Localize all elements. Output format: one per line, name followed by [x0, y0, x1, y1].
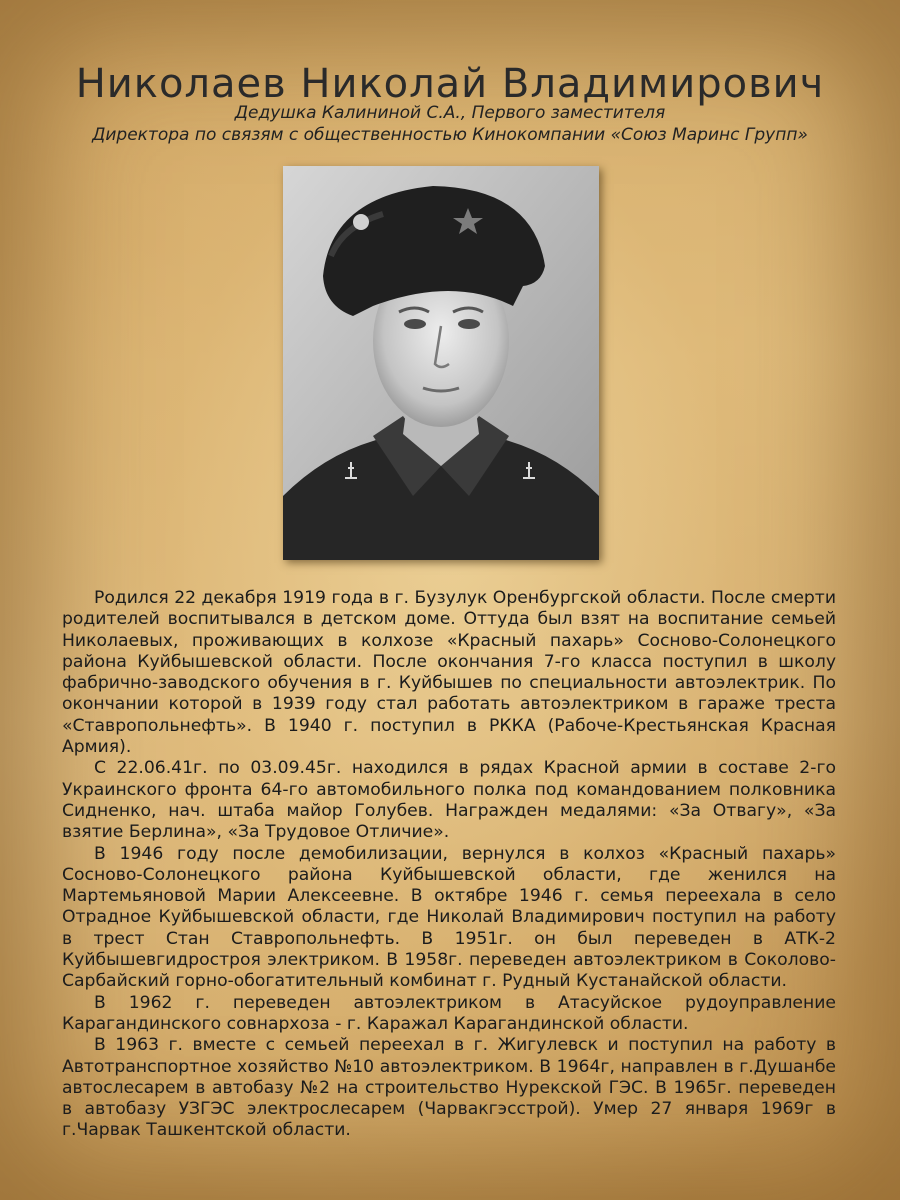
bio-paragraph-4: В 1962 г. переведен автоэлектриком в Атасуйское рудоуправление Карагандинского совнархоза - г. Каражал Карагандинской области. — [62, 992, 836, 1034]
subtitle — [0, 102, 900, 146]
portrait-photo-icon — [283, 166, 599, 560]
subtitle-line-2: Директора по связям с общественностью Кинокомпании «Союз Маринс Групп» — [92, 125, 808, 145]
bio-paragraph-3: В 1946 году после демобилизации, вернулся в колхоз «Красный пахарь» Сосново-Солонецкого района Куйбышевской области, где женился на Мартемьяновой Марии Алексеевне. В октябре 1946 г. семья переехала в село Отрадное Куйбышевской области, где Николай Владимирович поступил на работу в трест Стан Ставропольнефть. В 1951г. он был переведен в АТК-2 Куйбышевгидростроя электриком. В 1958г. переведен автоэлектриком в Соколово-Сарбайский горно-обогатительный комбинат г. Рудный Кустанайской области. — [62, 843, 836, 992]
biography — [62, 588, 836, 1142]
bio-paragraph-5: В 1963 г. вместе с семьей переехал в г. Жигулевск и поступил на работу в Автотранспортное хозяйство №10 автоэлектриком. В 1964г, направлен в г.Душанбе автослесарем в автобазу №2 на строительство Нурекской ГЭС. В 1965г. переведен в автобазу УЗГЭС электрослесарем (Чарвакгэсстрой). Умер 27 января 1969г в г.Чарвак Ташкентской области. — [62, 1035, 836, 1141]
bio-paragraph-2: С 22.06.41г. по 03.09.45г. находился в рядах Красной армии в составе 2-го Украинского фронта 64-го автомобильного полка под командованием полковника Сидненко, нач. штаба майор Голубев. Награжден медалями: «За Отвагу», «За взятие Берлина», «За Трудовое Отличие». — [62, 758, 836, 843]
portrait-photo — [283, 166, 599, 560]
subtitle-line-1: Дедушка Калининой С.А., Первого заместителя — [234, 103, 666, 123]
bio-paragraph-1: Родился 22 декабря 1919 года в г. Бузулук Оренбургской области. После смерти родителей воспитывался в детском доме. Оттуда был взят на воспитание семьей Николаевых, проживающих в колхозе «Красный пахарь» Сосново-Солонецкого района Куйбышевской области. После окончания 7-го класса поступил в школу фабрично-заводского обучения в г. Куйбышев по специальности автоэлектрик. По окончании которой в 1939 году стал работать автоэлектриком в гараже треста «Ставропольнефть». В 1940 г. поступил в РККА (Рабоче-Крестьянская Красная Армия). — [62, 588, 836, 758]
page-title: Николаев Николай Владимирович — [75, 60, 825, 107]
